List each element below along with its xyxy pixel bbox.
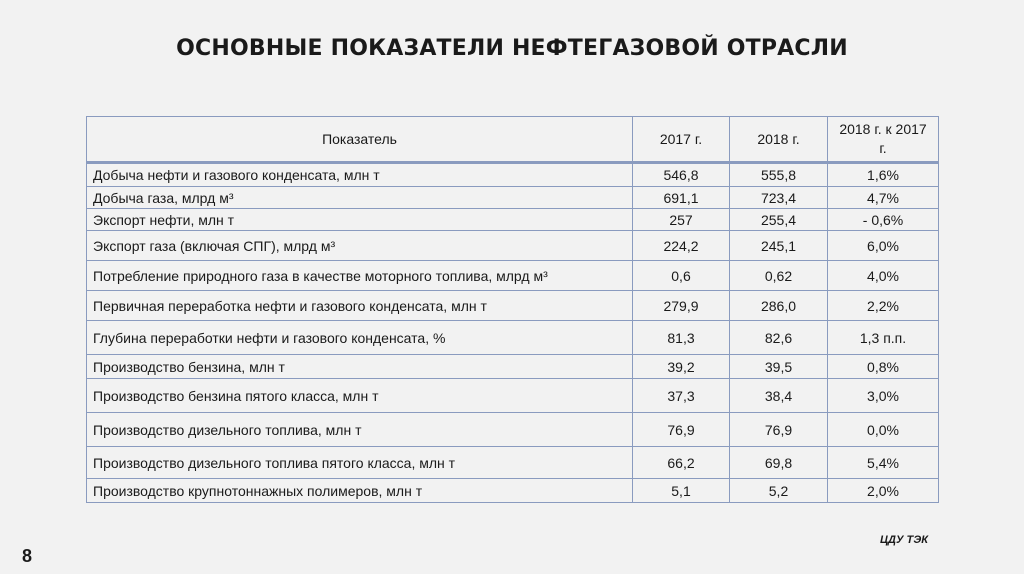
indicator-name: Потребление природного газа в качестве моторного топлива, млрд м³ [87, 261, 633, 291]
header-2017: 2017 г. [633, 117, 730, 163]
indicator-name: Экспорт нефти, млн т [87, 209, 633, 231]
indicator-name: Производство бензина, млн т [87, 355, 633, 379]
table-row [87, 291, 939, 321]
value-2018: 255,4 [730, 209, 828, 231]
value-2018: 5,2 [730, 479, 828, 503]
footer-source-label: ЦДУ ТЭК [880, 534, 928, 546]
table-row [87, 163, 939, 187]
indicator-name: Добыча газа, млрд м³ [87, 187, 633, 209]
value-2017: 546,8 [633, 163, 730, 187]
indicator-name: Добыча нефти и газового конденсата, млн т [87, 163, 633, 187]
value-change: 2,0% [828, 479, 939, 503]
value-2018: 245,1 [730, 231, 828, 261]
table-row [87, 261, 939, 291]
value-2017: 66,2 [633, 447, 730, 479]
value-2017: 0,6 [633, 261, 730, 291]
value-2017: 5,1 [633, 479, 730, 503]
value-change: 1,6% [828, 163, 939, 187]
value-2018: 555,8 [730, 163, 828, 187]
table-row [87, 321, 939, 355]
indicator-name: Производство дизельного топлива пятого класса, млн т [87, 447, 633, 479]
table-row [87, 413, 939, 447]
value-change: - 0,6% [828, 209, 939, 231]
table-row [87, 355, 939, 379]
value-2017: 279,9 [633, 291, 730, 321]
indicator-name: Производство дизельного топлива, млн т [87, 413, 633, 447]
value-2017: 76,9 [633, 413, 730, 447]
value-2018: 82,6 [730, 321, 828, 355]
value-2017: 224,2 [633, 231, 730, 261]
value-change: 1,3 п.п. [828, 321, 939, 355]
value-2018: 0,62 [730, 261, 828, 291]
table-row [87, 209, 939, 231]
indicator-name: Глубина переработки нефти и газового конденсата, % [87, 321, 633, 355]
value-2018: 38,4 [730, 379, 828, 413]
value-2017: 39,2 [633, 355, 730, 379]
header-2018: 2018 г. [730, 117, 828, 163]
table-header-row [87, 117, 939, 163]
value-change: 4,0% [828, 261, 939, 291]
indicator-name: Первичная переработка нефти и газового конденсата, млн т [87, 291, 633, 321]
table-row [87, 231, 939, 261]
value-change: 0,8% [828, 355, 939, 379]
header-indicator: Показатель [87, 117, 633, 163]
value-2018: 69,8 [730, 447, 828, 479]
table-row [87, 187, 939, 209]
indicator-name: Производство бензина пятого класса, млн т [87, 379, 633, 413]
table-row [87, 479, 939, 503]
indicator-name: Экспорт газа (включая СПГ), млрд м³ [87, 231, 633, 261]
table-row [87, 447, 939, 479]
value-2018: 286,0 [730, 291, 828, 321]
header-change: 2018 г. к 2017 г. [828, 117, 939, 163]
slide-title: ОСНОВНЫЕ ПОКАЗАТЕЛИ НЕФТЕГАЗОВОЙ ОТРАСЛИ [176, 36, 848, 61]
table-body [87, 163, 939, 503]
value-2018: 76,9 [730, 413, 828, 447]
page-number: 8 [22, 546, 33, 566]
value-change: 0,0% [828, 413, 939, 447]
indicator-name: Производство крупнотоннажных полимеров, млн т [87, 479, 633, 503]
value-change: 5,4% [828, 447, 939, 479]
value-2017: 81,3 [633, 321, 730, 355]
indicators-table [86, 116, 939, 503]
value-change: 4,7% [828, 187, 939, 209]
table-row [87, 379, 939, 413]
value-2018: 723,4 [730, 187, 828, 209]
value-change: 2,2% [828, 291, 939, 321]
value-2017: 257 [633, 209, 730, 231]
value-change: 6,0% [828, 231, 939, 261]
value-change: 3,0% [828, 379, 939, 413]
value-2017: 37,3 [633, 379, 730, 413]
value-2018: 39,5 [730, 355, 828, 379]
value-2017: 691,1 [633, 187, 730, 209]
